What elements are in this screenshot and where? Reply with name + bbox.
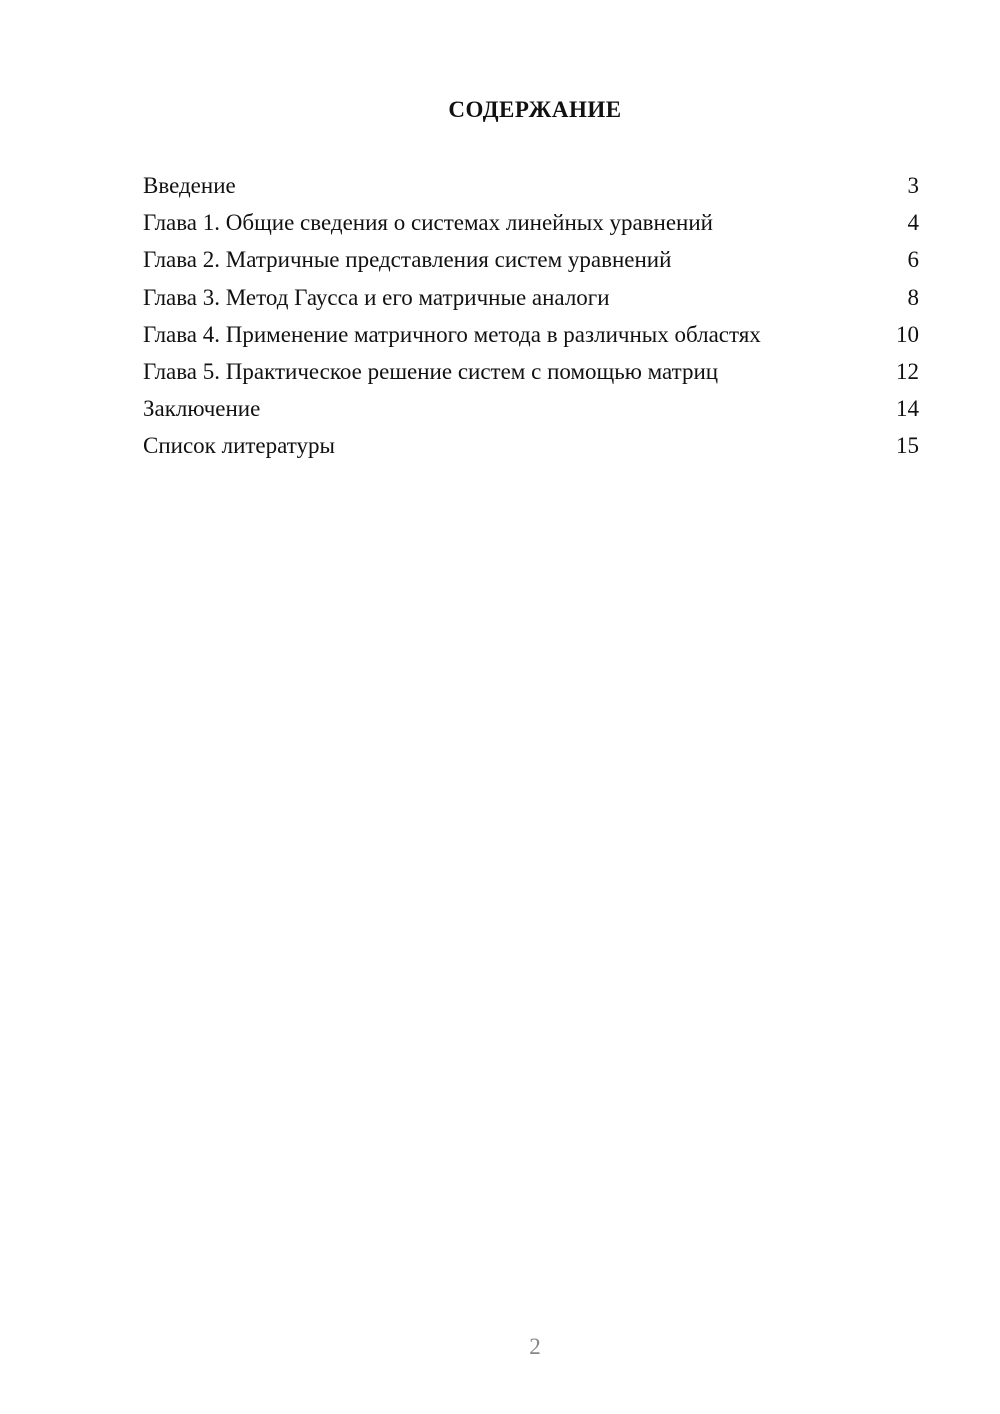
toc-list bbox=[143, 167, 919, 465]
toc-entry-page: 6 bbox=[907, 247, 919, 273]
toc-entry-chapter-2 bbox=[143, 241, 919, 278]
page-number: 2 bbox=[529, 1334, 541, 1359]
toc-entry-label: Глава 4. Применение матричного метода в различных областях bbox=[143, 321, 761, 347]
toc-entry-label: Список литературы bbox=[143, 433, 335, 459]
toc-entry-page: 15 bbox=[896, 433, 919, 459]
toc-entry-label: Глава 3. Метод Гаусса и его матричные аналоги bbox=[143, 284, 610, 310]
toc-entry-page: 4 bbox=[907, 210, 919, 236]
toc-entry-page: 14 bbox=[896, 396, 919, 422]
toc-entry-chapter-3 bbox=[143, 279, 919, 316]
toc-entry-page: 12 bbox=[896, 358, 919, 384]
toc-entry-page: 8 bbox=[907, 284, 919, 310]
toc-entry-chapter-1 bbox=[143, 204, 919, 241]
toc-entry-label: Заключение bbox=[143, 396, 261, 422]
toc-entry-label: Глава 2. Матричные представления систем уравнений bbox=[143, 247, 672, 273]
toc-entry-references bbox=[143, 427, 919, 464]
toc-entry-label: Глава 1. Общие сведения о системах линейных уравнений bbox=[143, 210, 713, 236]
toc-title: СОДЕРЖАНИЕ bbox=[448, 97, 622, 122]
toc-entry-label: Глава 5. Практическое решение систем с помощью матриц bbox=[143, 358, 719, 384]
toc-entry-chapter-5 bbox=[143, 353, 919, 390]
toc-entry-introduction bbox=[143, 167, 919, 204]
toc-entry-chapter-4 bbox=[143, 316, 919, 353]
toc-entry-page: 10 bbox=[896, 321, 919, 347]
toc-entry-page: 3 bbox=[907, 173, 919, 198]
toc-entry-label: Введение bbox=[143, 173, 236, 198]
toc-entry-conclusion bbox=[143, 390, 919, 427]
